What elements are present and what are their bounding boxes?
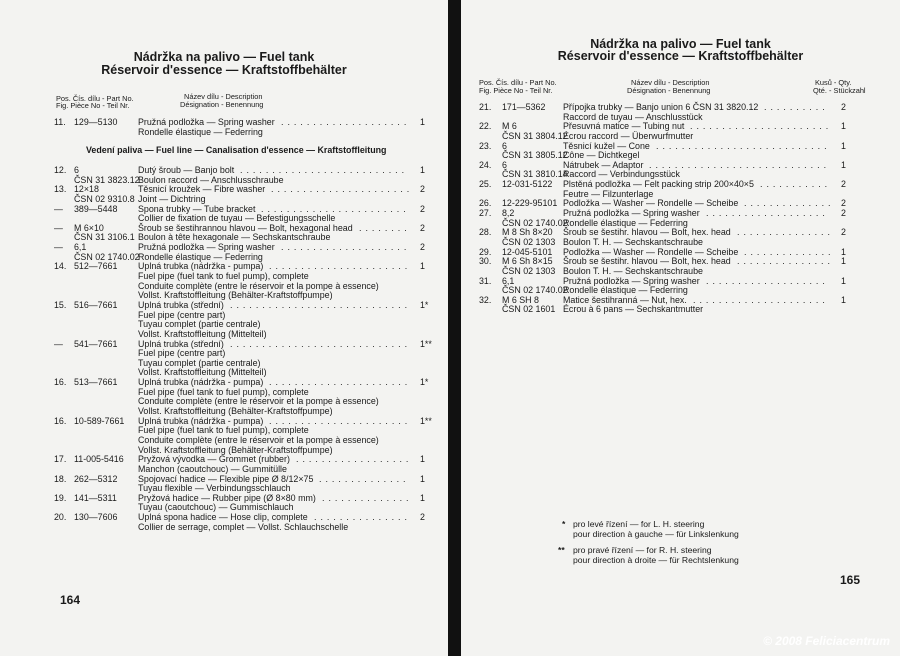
description: Boulon T. H. — Sechskantschraube — [563, 265, 703, 276]
position-number: 30. — [479, 256, 492, 267]
description: Rondelle élastique — Federring — [563, 285, 688, 296]
part-number: 12×18 — [74, 184, 99, 195]
position-number: 25. — [479, 179, 492, 190]
position-number: 18. — [54, 473, 67, 484]
part-number: 12-031-5122 — [502, 179, 553, 190]
position-number: 31. — [479, 275, 492, 286]
leader-dots: ...................... — [690, 122, 833, 132]
header-partno-line1: Pos. Čís. dílu - Part No. — [479, 78, 557, 87]
position-number: 17. — [54, 454, 67, 465]
quantity: 1 — [841, 159, 846, 170]
part-number: 389—5448 — [74, 203, 118, 214]
description: Spojovací hadice — Flexible pipe Ø 8/12×75 — [138, 473, 314, 484]
leader-dots: ............................ — [230, 339, 412, 349]
quantity: 1 — [420, 261, 425, 272]
part-number: ČSN 02 1303 — [502, 236, 556, 247]
description: Cône — Dichtkegel — [563, 150, 640, 161]
part-number: 12-229-95101 — [502, 198, 558, 209]
leader-dots: ...................... — [269, 378, 412, 388]
leader-dots: ............................ — [649, 160, 831, 170]
part-number: ČSN 02 9310.8 — [74, 193, 135, 204]
part-number: ČSN 02 1303 — [502, 265, 556, 276]
description: Conduite complète (entre le réservoir et la pompe à essence) — [138, 396, 379, 407]
position-number: 24. — [479, 159, 492, 170]
description: Pružná podložka — Spring washer — [138, 117, 275, 127]
position-number: — — [54, 222, 63, 233]
page-number: 165 — [840, 573, 861, 587]
part-number: 6 — [502, 140, 507, 151]
leader-dots: .............. — [322, 493, 413, 503]
part-number: 513—7661 — [74, 377, 118, 388]
right-page — [461, 0, 900, 656]
quantity: 1 — [841, 275, 846, 286]
table-row — [54, 128, 434, 138]
leader-dots: .................. — [296, 455, 413, 465]
position-number: — — [54, 203, 63, 214]
section-heading: Vedení paliva — Fuel line — Canalisation d'essence — Kraftstoffleitung — [86, 145, 387, 155]
description: Fuel pipe (fuel tank to fuel pump), complete — [138, 386, 309, 397]
description: Šroub se šestihr. hlavou — Bolt, hex. head — [563, 256, 731, 267]
position-number: 26. — [479, 198, 492, 209]
quantity: 2 — [841, 208, 846, 219]
header-description-line2: Désignation - Benennung — [180, 100, 264, 109]
part-number: 129—5130 — [74, 117, 118, 127]
page-title-line2: Réservoir d'essence — Kraftstoffbehälter — [557, 49, 804, 63]
leader-dots: .............. — [744, 247, 835, 257]
footnote-marker: * — [562, 519, 566, 529]
table-row — [479, 132, 859, 142]
table-row — [54, 301, 434, 311]
part-number: ČSN 02 1740.02 — [502, 285, 568, 296]
description: Vollst. Kraftstoffleitung (Behälter-Kraftstoffpumpe) — [138, 290, 333, 301]
leader-dots: ........... — [760, 180, 832, 190]
description: Écrou à 6 pans — Sechskantmutter — [563, 304, 704, 315]
description: Joint — Dichtring — [138, 193, 206, 204]
quantity: 1 — [420, 454, 425, 465]
part-number: ČSN 31 3106.1 — [74, 232, 135, 243]
description: Raccord — Verbindungsstück — [563, 169, 680, 180]
position-number: 27. — [479, 208, 492, 219]
description: Écrou raccord — Überwurfmutter — [563, 130, 694, 141]
description: Manchon (caoutchouc) — Gummitülle — [138, 463, 287, 474]
quantity: 2 — [420, 222, 425, 233]
description: Uplná trubka (střední) — [138, 299, 224, 310]
quantity: 2 — [420, 203, 425, 214]
position-number: 15. — [54, 299, 67, 310]
leader-dots: ................... — [706, 209, 829, 219]
quantity: 1 — [420, 117, 425, 127]
part-number: M 6 — [502, 121, 517, 132]
leader-dots: ...................... — [271, 185, 414, 195]
description: Uplná spona hadice — Hose clip, complete — [138, 512, 308, 523]
parts-list-continued — [479, 103, 859, 315]
description: Fuel pipe (fuel tank to fuel pump), complete — [138, 425, 309, 436]
description: Conduite complète (entre le réservoir et la pompe à essence) — [138, 434, 379, 445]
copyright-watermark: © 2008 Feliciacentrum — [763, 634, 890, 648]
description: Tuyau complet (partie centrale) — [138, 319, 261, 330]
header-qty-line2: Qté. - Stückzahl — [813, 86, 866, 95]
description: Fuel pipe (fuel tank to fuel pump), complete — [138, 271, 309, 282]
leader-dots: ............... — [737, 228, 834, 238]
position-number: 23. — [479, 140, 492, 151]
description: Pryžová hadice — Rubber pipe (Ø 8×80 mm) — [138, 492, 316, 503]
position-number: 22. — [479, 121, 492, 132]
part-number: 130—7606 — [74, 512, 118, 523]
table-row — [479, 180, 859, 190]
leader-dots: ....................... — [261, 204, 410, 214]
description: Tuyau flexible — Verbindungsschlauch — [138, 483, 291, 494]
quantity: 1** — [420, 415, 432, 426]
description: Uplná trubka (nádržka - pumpa) — [138, 415, 264, 426]
part-number: M 6 Sh 8×15 — [502, 256, 553, 267]
description: Matice šestihranná — Nut, hex. — [563, 294, 687, 305]
leader-dots: ........................... — [656, 141, 831, 151]
part-number: ČSN 31 3810.14 — [502, 169, 568, 180]
description: Rondelle élastique — Federring — [138, 251, 263, 262]
part-number: M 6 SH 8 — [502, 294, 539, 305]
part-number: 11-005-5416 — [74, 454, 124, 465]
part-number: M 8 Sh 8×20 — [502, 227, 553, 238]
parts-list-fuel-line — [54, 166, 434, 532]
leader-dots: .............. — [319, 474, 410, 484]
description: Fuel pipe (centre part) — [138, 348, 226, 359]
description: Vollst. Kraftstoffleitung (Mittelteil) — [138, 367, 267, 378]
leader-dots: .......... — [764, 103, 829, 112]
part-number: ČSN 02 1740.02 — [74, 251, 140, 262]
description: Conduite complète (entre le réservoir et la pompe à essence) — [138, 280, 379, 291]
quantity: 2 — [841, 102, 846, 112]
leader-dots: ................... — [706, 276, 829, 286]
description: Collier de serrage, complet — Vollst. Schlauchschelle — [138, 521, 349, 532]
footnote-line: pour direction à gauche — für Linkslenkung — [573, 529, 739, 539]
footnote-line: pour direction à droite — für Rechtslenkung — [573, 555, 739, 565]
quantity: 1* — [420, 377, 429, 388]
description: Spona trubky — Tube bracket — [138, 203, 256, 214]
quantity: 2 — [841, 227, 846, 238]
part-number: 8,2 — [502, 208, 515, 219]
footnote-line: pro levé řízení — for L. H. steering — [573, 519, 705, 529]
quantity: 1 — [420, 165, 425, 175]
part-number: 541—7661 — [74, 338, 118, 349]
left-page — [0, 0, 448, 656]
description: Přípojka trubky — Banjo union 6 ČSN 31 3820.12 — [563, 102, 759, 112]
book-gutter — [448, 0, 461, 656]
part-number: 171—5362 — [502, 102, 546, 112]
description: Fuel pipe (centre part) — [138, 309, 226, 320]
description: Uplná trubka (nádržka - pumpa) — [138, 377, 264, 388]
description: Raccord de tuyau — Anschlusstück — [563, 111, 703, 122]
leader-dots: ...................... — [269, 416, 412, 426]
part-number: M 6×10 — [74, 222, 104, 233]
header-partno-line2: Fig. Pièce No - Teil Nr. — [56, 101, 130, 110]
quantity: 1 — [841, 140, 846, 151]
description: Rondelle élastique — Federring — [563, 217, 688, 228]
quantity: 2 — [841, 198, 846, 209]
description: Uplná trubka (střední) — [138, 338, 224, 349]
leader-dots: .......................... — [240, 166, 409, 175]
position-number: 14. — [54, 261, 67, 272]
position-number: 32. — [479, 294, 492, 305]
leader-dots: ..................... — [693, 295, 829, 305]
description: Podložka — Washer — Rondelle — Scheibe — [563, 198, 739, 209]
part-number: 516—7661 — [74, 299, 118, 310]
part-number: 512—7661 — [74, 261, 118, 272]
description: Šroub se šestihrannou hlavou — Bolt, hexagonal head — [138, 222, 353, 233]
position-number: 21. — [479, 102, 492, 112]
page-title-line2: Réservoir d'essence — Kraftstoffbehälter — [101, 63, 347, 77]
part-number: ČSN 31 3805.12 — [502, 150, 568, 161]
quantity: 1 — [420, 473, 425, 484]
quantity: 1 — [420, 492, 425, 503]
header-description-line1: Název dílu - Description — [184, 92, 263, 101]
part-number: 6,1 — [502, 275, 515, 286]
description: Rondelle élastique — Federring — [138, 126, 263, 137]
table-row — [54, 523, 434, 533]
quantity: 1 — [841, 294, 846, 305]
position-number: 19. — [54, 492, 67, 503]
table-row — [54, 340, 434, 350]
description: Tuyau (caoutchouc) — Gummischlauch — [138, 502, 294, 513]
page-number: 164 — [60, 593, 81, 607]
description: Boulon raccord — Anschlusschraube — [138, 174, 284, 185]
part-number: 6,1 — [74, 242, 87, 253]
page-title-line1: Nádržka na palivo — Fuel tank — [133, 50, 315, 64]
quantity: 1** — [420, 338, 432, 349]
quantity: 2 — [841, 179, 846, 190]
description: Pružná podložka — Spring washer — [138, 242, 275, 253]
leader-dots: ...................... — [269, 262, 412, 272]
description: Pryžová vývodka — Grommet (rubber) — [138, 454, 290, 465]
leader-dots: .................... — [281, 243, 411, 253]
description: Collier de fixation de tuyau — Befestigungsschelle — [138, 213, 336, 224]
description: Podložka — Washer — Rondelle — Scheibe — [563, 246, 739, 257]
position-number: 13. — [54, 184, 67, 195]
part-number: 6 — [74, 165, 79, 175]
footnote-marker: ** — [558, 545, 565, 555]
position-number: 20. — [54, 512, 67, 523]
part-number: 262—5312 — [74, 473, 118, 484]
description: Vollst. Kraftstoffleitung (Mittelteil) — [138, 328, 267, 339]
leader-dots: ........ — [359, 223, 411, 233]
position-number: — — [54, 338, 63, 349]
leader-dots: .................... — [281, 118, 411, 127]
position-number: 11. — [54, 117, 66, 127]
quantity: 2 — [420, 184, 425, 195]
description: Nátrubek — Adaptor — [563, 159, 644, 170]
footnote-line: pro pravé řízení — for R. H. steering — [573, 545, 712, 555]
header-partno-line2: Fig. Pièce No - Teil Nr. — [479, 86, 553, 95]
part-number: ČSN 02 1740.02 — [502, 217, 568, 228]
part-number: 12-045-5101 — [502, 246, 553, 257]
part-number: 141—5311 — [74, 492, 117, 503]
description: Dutý šroub — Banjo bolt — [138, 165, 235, 175]
quantity: 1 — [841, 256, 846, 267]
position-number: 12. — [54, 165, 67, 175]
leader-dots: ............................ — [230, 300, 412, 310]
description: Těsnicí kužel — Cone — [563, 140, 650, 151]
part-number: ČSN 31 3804.12 — [502, 130, 568, 141]
description: Boulon à tête hexagonale — Sechskantschraube — [138, 232, 331, 243]
part-number: ČSN 31 3823.12 — [74, 174, 140, 185]
description: Tuyau complet (partie centrale) — [138, 357, 261, 368]
description: Feutre — Filzunterlage — [563, 188, 654, 199]
description: Pružná podložka — Spring washer — [563, 208, 700, 219]
description: Pružná podložka — Spring washer — [563, 275, 700, 286]
position-number: 16. — [54, 377, 67, 388]
leader-dots: ............... — [314, 513, 411, 523]
table-row — [479, 305, 859, 315]
quantity: 1 — [841, 121, 846, 132]
description: Vollst. Kraftstoffleitung (Behälter-Kraftstoffpumpe) — [138, 444, 333, 455]
leader-dots: .............. — [744, 199, 835, 209]
header-partno-line1: Pos. Čís. dílu - Part No. — [56, 94, 134, 103]
position-number: — — [54, 242, 63, 253]
header-description-line2: Désignation - Benennung — [627, 86, 711, 95]
position-number: 28. — [479, 227, 492, 238]
description: Šroub se šestihr. hlavou — Bolt, hex. head — [563, 227, 731, 238]
parts-list-top — [54, 118, 434, 137]
table-row — [479, 151, 859, 161]
leader-dots: ............... — [737, 257, 834, 267]
quantity: 1 — [841, 246, 846, 257]
quantity: 2 — [420, 242, 425, 253]
part-number: 6 — [502, 159, 507, 170]
position-number: 29. — [479, 246, 492, 257]
description: Přesuvná matice — Tubing nut — [563, 121, 685, 132]
header-description-line1: Název dílu - Description — [631, 78, 710, 87]
part-number: 10-589-7661 — [74, 415, 125, 426]
quantity: 1* — [420, 299, 429, 310]
description: Uplná trubka (nádržka - pumpa) — [138, 261, 264, 272]
part-number: ČSN 02 1601 — [502, 304, 556, 315]
description: Těsnicí kroužek — Fibre washer — [138, 184, 266, 195]
position-number: 16. — [54, 415, 67, 426]
description: Boulon T. H. — Sechskantschraube — [563, 236, 703, 247]
description: Plstěná podložka — Felt packing strip 200×40×5 — [563, 179, 754, 190]
description: Vollst. Kraftstoffleitung (Behälter-Kraftstoffpumpe) — [138, 406, 333, 417]
page-title-line1: Nádržka na palivo — Fuel tank — [590, 37, 771, 51]
header-qty-line1: Kusů - Qty. — [815, 78, 852, 87]
quantity: 2 — [420, 512, 425, 523]
